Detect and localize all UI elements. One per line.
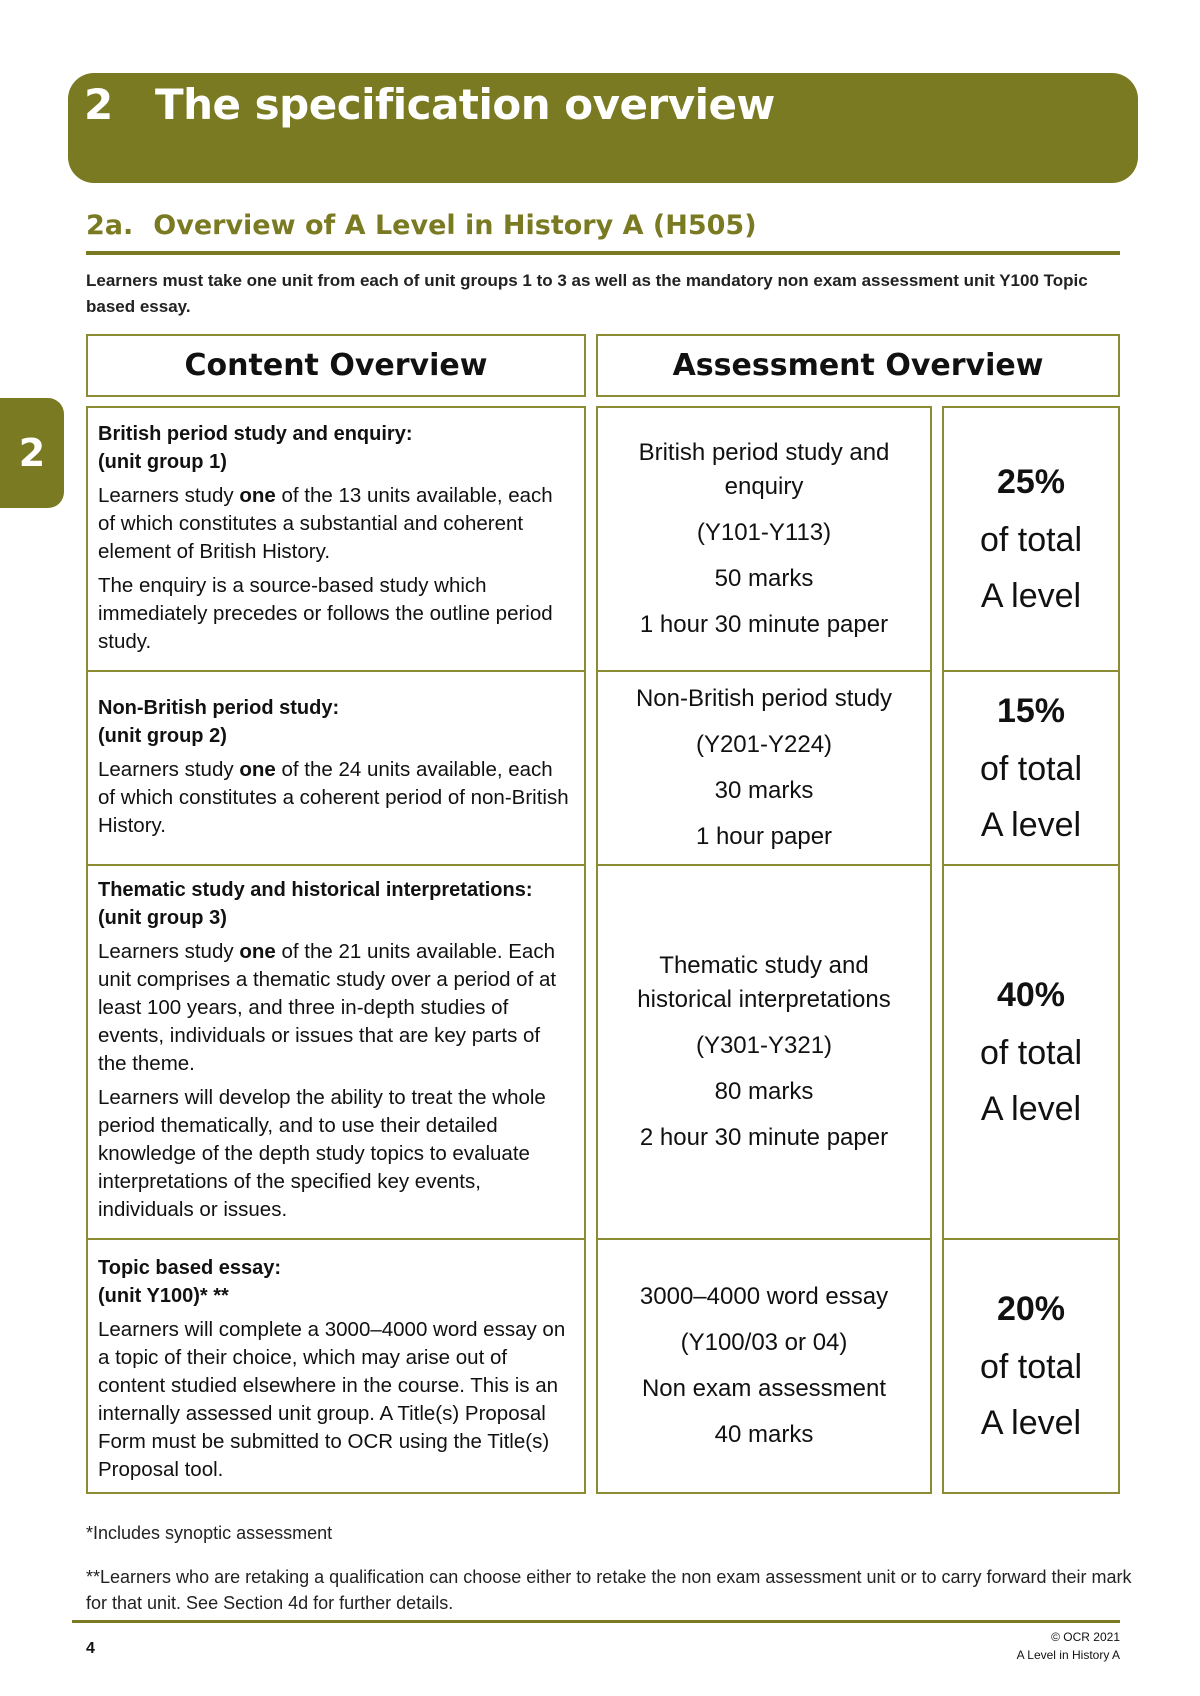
- content-title: British period study and enquiry:: [98, 423, 413, 445]
- weighting-a-level: A level: [980, 806, 1082, 844]
- assessment-marks: 50 marks: [714, 565, 814, 592]
- text: of the 24 units available, each of which constitutes a coherent period of non-British History.: [98, 758, 569, 837]
- section-code: 2a.: [86, 210, 134, 241]
- assessment-units: (Y201-Y224): [695, 731, 833, 758]
- content-overview-header: Content Overview: [86, 334, 586, 397]
- assessment-cell-unit-group-1: [596, 406, 932, 672]
- copyright: © OCR 2021: [1051, 1630, 1120, 1644]
- assessment-units: (Y101-Y113): [696, 519, 832, 546]
- content-cell-unit-group-2: [86, 670, 586, 866]
- assessment-overview-header: Assessment Overview: [596, 334, 1120, 397]
- content-subtitle: (unit Y100)* **: [98, 1285, 229, 1307]
- assessment-name: 3000–4000 word essay: [639, 1283, 889, 1310]
- assessment-units: (Y301-Y321): [695, 1032, 833, 1059]
- weighting-a-level: A level: [980, 577, 1082, 615]
- content-subtitle: (unit group 1): [98, 451, 227, 473]
- assessment-duration: 2 hour 30 minute paper: [639, 1124, 889, 1151]
- weighting-percent: 15%: [996, 692, 1066, 730]
- assessment-marks: 30 marks: [714, 777, 814, 804]
- text: of the 21 units available. Each unit comprises a thematic study over a period of at least 100 years, and three in-depth studies of events, individuals or issues that are key parts of the theme.: [98, 940, 557, 1075]
- side-section-tab: 2: [0, 398, 64, 508]
- weighting-cell-unit-group-2: [942, 670, 1120, 866]
- weighting-of-total: of total: [979, 750, 1083, 788]
- emphasis: one: [239, 940, 276, 963]
- page-number: 4: [86, 1640, 95, 1657]
- footnote-synoptic: *Includes synoptic assessment: [86, 1523, 333, 1543]
- chapter-number: 2: [84, 80, 113, 129]
- content-title: Thematic study and historical interpretations:: [98, 879, 533, 901]
- section-title: Overview of A Level in History A (H505): [153, 210, 757, 241]
- footer-info: [1017, 1628, 1120, 1664]
- assessment-duration: 1 hour 30 minute paper: [639, 611, 889, 638]
- assessment-duration: 1 hour paper: [695, 823, 833, 850]
- content-paragraph: Learners will develop the ability to treat the whole period thematically, and to use their detailed knowledge of the depth study topics to evaluate interpretations of the specified key events, individuals or issues.: [98, 1086, 546, 1221]
- assessment-marks: 40 marks: [714, 1421, 814, 1448]
- footnote-retake: **Learners who are retaking a qualification can choose either to retake the non exam assessment unit or to carry forward their mark for that unit. See Section 4d for further details.: [86, 1567, 1132, 1613]
- weighting-cell-unit-y100: [942, 1238, 1120, 1494]
- content-subtitle: (unit group 2): [98, 725, 227, 747]
- weighting-a-level: A level: [980, 1090, 1082, 1128]
- weighting-of-total: of total: [979, 1034, 1083, 1072]
- document-title: A Level in History A: [1016, 1648, 1120, 1662]
- content-title: Topic based essay:: [98, 1257, 282, 1279]
- emphasis: one: [239, 484, 276, 507]
- chapter-title: The specification overview: [155, 80, 775, 129]
- assessment-name: Non-British period study: [635, 685, 893, 712]
- assessment-cell-unit-group-3: [596, 864, 932, 1240]
- heading-rule: [86, 251, 1120, 255]
- text: of the 13 units available, each of which constitutes a substantial and coherent element of British History.: [98, 484, 553, 563]
- weighting-of-total: of total: [979, 1348, 1083, 1386]
- content-paragraph: The enquiry is a source-based study which immediately precedes or follows the outline period study.: [98, 574, 553, 653]
- content-paragraph: [98, 938, 574, 1078]
- text: Learners study: [98, 940, 240, 963]
- content-paragraph: [98, 482, 574, 566]
- weighting-percent: 20%: [996, 1290, 1066, 1328]
- content-paragraph: [98, 756, 574, 840]
- assessment-type: Non exam assessment: [641, 1375, 887, 1402]
- content-cell-unit-group-3: [86, 864, 586, 1240]
- content-cell-unit-group-1: [86, 406, 586, 672]
- content-cell-unit-y100: [86, 1238, 586, 1494]
- weighting-cell-unit-group-1: [942, 406, 1120, 672]
- emphasis: one: [239, 758, 276, 781]
- weighting-of-total: of total: [979, 521, 1083, 559]
- content-title: Non-British period study:: [98, 697, 340, 719]
- text: Learners study: [98, 484, 240, 507]
- section-heading: [86, 210, 757, 241]
- weighting-percent: 40%: [996, 976, 1066, 1014]
- weighting-a-level: A level: [980, 1404, 1082, 1442]
- content-subtitle: (unit group 3): [98, 907, 227, 929]
- weighting-percent: 25%: [996, 463, 1066, 501]
- text: Learners study: [98, 758, 240, 781]
- assessment-marks: 80 marks: [714, 1078, 814, 1105]
- content-paragraph: Learners will complete a 3000–4000 word essay on a topic of their choice, which may arise out of content studied elsewhere in the course. This is an internally assessed unit group. A Title(s) Proposal Form must be submitted to OCR using the Title(s) Proposal tool.: [98, 1318, 566, 1481]
- assessment-cell-unit-y100: [596, 1238, 932, 1494]
- intro-text: Learners must take one unit from each of unit groups 1 to 3 as well as the mandatory non exam assessment unit Y100 Topic based essay.: [86, 271, 1088, 316]
- assessment-cell-unit-group-2: [596, 670, 932, 866]
- weighting-cell-unit-group-3: [942, 864, 1120, 1240]
- assessment-name: British period study and enquiry: [638, 439, 890, 500]
- footer-rule: [72, 1620, 1120, 1623]
- assessment-units: (Y100/03 or 04): [680, 1329, 848, 1356]
- assessment-name: Thematic study and historical interpretations: [637, 952, 891, 1013]
